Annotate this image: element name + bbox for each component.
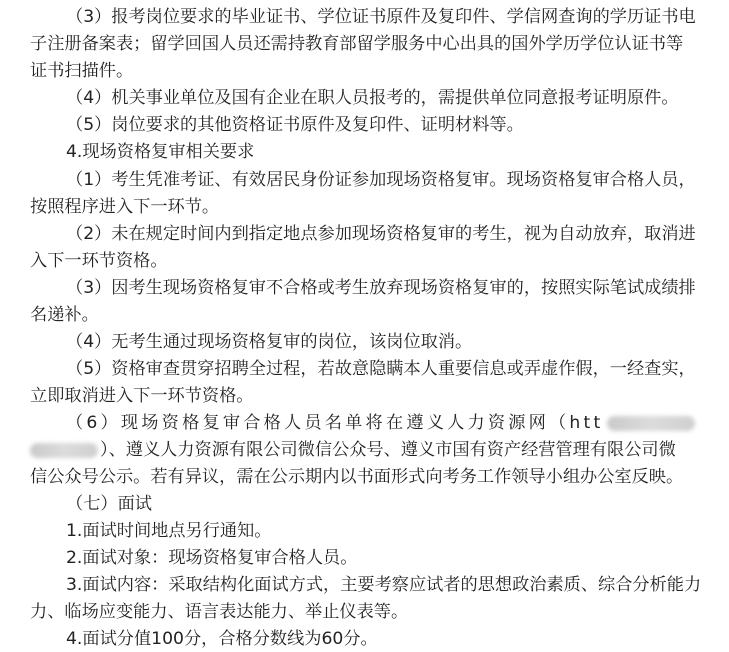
text-line: 3.面试内容：采取结构化面试方式，主要考察应试者的思想政治素质、综合分析能力	[66, 575, 702, 595]
text-line: （1）考生凭准考证、有效居民身份证参加现场资格复审。现场资格复审合格人员，	[66, 170, 696, 190]
text-line: 2.面试对象：现场资格复审合格人员。	[66, 548, 358, 568]
text-line: （4）无考生通过现场资格复审的岗位，该岗位取消。	[66, 332, 473, 352]
redacted-url	[30, 443, 98, 458]
text-line: 按照程序进入下一环节。	[30, 197, 220, 217]
text-line-with-url	[66, 410, 695, 436]
text-line: 证书扫描件。	[30, 61, 134, 81]
text-line: 1.面试时间地点另行通知。	[66, 521, 272, 541]
redacted-url	[607, 416, 695, 431]
text-line: （5）资格审查贯穿招聘全过程，若故意隐瞒本人重要信息或弄虚作假，一经查实，	[66, 359, 696, 379]
section-heading: 4.现场资格复审相关要求	[66, 142, 255, 162]
text-line: 力、临场应变能力、语言表达能力、举止仪表等。	[30, 602, 409, 622]
text-line: （4）机关事业单位及国有企业在职人员报考的，需提供单位同意报考证明原件。	[66, 88, 679, 108]
text-line: 入下一环节资格。	[30, 251, 168, 271]
text-line: 信公众号公示。若有异议，需在公示期内以书面形式向考务工作领导小组办公室反映。	[30, 467, 684, 487]
text-line: （3）因考生现场资格复审不合格或考生放弃现场资格复审的，按照实际笔试成绩排	[66, 278, 696, 298]
text-line: 4.面试分值100分，合格分数线为60分。	[66, 629, 378, 649]
text-line: 立即取消进入下一环节资格。	[30, 386, 254, 406]
text-line: 名递补。	[30, 305, 99, 325]
section-heading: （七）面试	[66, 494, 152, 514]
text-line: （5）岗位要求的其他资格证书原件及复印件、证明材料等。	[66, 115, 524, 135]
text-line: （2）未在规定时间内到指定地点参加现场资格复审的考生，视为自动放弃，取消进	[66, 224, 696, 244]
text-segment: （6）现场资格复审合格人员名单将在遵义人力资源网（htt	[66, 413, 604, 433]
text-line-with-url	[30, 437, 676, 463]
text-line: 子注册备案表；留学回国人员还需持教育部留学服务中心出具的国外学历学位认证书等	[30, 34, 684, 54]
text-segment: ）、遵义人力资源有限公司微信公众号、遵义市国有资产经营管理有限公司微	[100, 440, 676, 460]
text-line: （3）报考岗位要求的毕业证书、学位证书原件及复印件、学信网查询的学历证书电	[66, 7, 696, 27]
